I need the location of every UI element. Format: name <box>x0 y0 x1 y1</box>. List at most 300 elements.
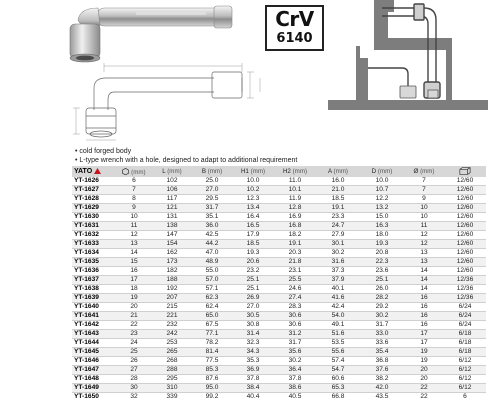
table-cell: 30.5 <box>232 312 274 321</box>
table-cell: 265 <box>152 348 192 357</box>
table-cell: 37.6 <box>360 366 404 375</box>
table-cell: 27 <box>116 366 152 375</box>
table-cell: 26 <box>116 357 152 366</box>
table-cell: 138 <box>152 222 192 231</box>
table-cell: 11.0 <box>274 177 316 186</box>
table-cell: 12/60 <box>444 240 486 249</box>
table-cell: 29.5 <box>192 195 232 204</box>
table-row <box>72 375 486 384</box>
product-code-cell: YT-1633 <box>72 240 116 249</box>
table-cell: 23.6 <box>360 267 404 276</box>
table-cell: 18.5 <box>232 240 274 249</box>
table-cell: 22.3 <box>360 258 404 267</box>
table-cell: 42.4 <box>316 303 360 312</box>
table-cell: 54.7 <box>316 366 360 375</box>
table-cell: 12/60 <box>444 186 486 195</box>
table-cell: 14 <box>116 249 152 258</box>
table-cell: 15.0 <box>360 213 404 222</box>
table-cell: 102 <box>152 177 192 186</box>
table-cell: 35.4 <box>360 348 404 357</box>
table-cell: 30.2 <box>274 357 316 366</box>
table-cell: 10 <box>404 204 444 213</box>
table-cell: 23 <box>116 330 152 339</box>
table-row <box>72 249 486 258</box>
table-cell: 6/18 <box>444 348 486 357</box>
badge-grade: 6140 <box>276 31 313 46</box>
table-cell: 162 <box>152 249 192 258</box>
table-cell: 17 <box>404 339 444 348</box>
crv-material-badge <box>265 5 324 51</box>
table-cell: 29.2 <box>360 303 404 312</box>
table-cell: 268 <box>152 357 192 366</box>
table-cell: 215 <box>152 303 192 312</box>
table-cell: 38.6 <box>274 384 316 393</box>
table-cell: 12/60 <box>444 267 486 276</box>
table-cell: 11.9 <box>274 195 316 204</box>
table-cell: 55.0 <box>192 267 232 276</box>
table-cell: 22 <box>116 321 152 330</box>
table-cell: 173 <box>152 258 192 267</box>
table-row <box>72 312 486 321</box>
usage-illustration <box>328 0 488 130</box>
table-cell: 30.6 <box>274 312 316 321</box>
table-cell: 18.5 <box>316 195 360 204</box>
table-cell: 10 <box>404 213 444 222</box>
column-header-h1: H1 (mm) <box>232 166 274 177</box>
feature-item: • L-type wrench with a hole, designed to adapt to additional requirement <box>75 157 298 164</box>
table-cell: 147 <box>152 231 192 240</box>
table-row <box>72 339 486 348</box>
table-cell: 13 <box>116 240 152 249</box>
table-cell: 11 <box>116 222 152 231</box>
table-cell: 54.0 <box>316 312 360 321</box>
table-row <box>72 186 486 195</box>
table-cell: 20.6 <box>232 258 274 267</box>
table-cell: 36.8 <box>360 357 404 366</box>
table-cell: 21.0 <box>316 186 360 195</box>
table-cell: 6/12 <box>444 357 486 366</box>
table-cell: 6/24 <box>444 321 486 330</box>
table-cell: 12 <box>404 240 444 249</box>
table-row <box>72 303 486 312</box>
table-cell: 32 <box>116 393 152 400</box>
table-cell: 16 <box>404 321 444 330</box>
table-cell: 48.9 <box>192 258 232 267</box>
table-cell: 26.9 <box>232 294 274 303</box>
table-cell: 66.8 <box>316 393 360 400</box>
table-cell: 12/60 <box>444 177 486 186</box>
product-code-cell: YT-1629 <box>72 204 116 213</box>
table-cell: 25 <box>116 348 152 357</box>
table-cell: 12/60 <box>444 231 486 240</box>
column-header-size: (mm) <box>116 166 152 177</box>
table-cell: 16.0 <box>316 177 360 186</box>
table-cell: 37.9 <box>316 276 360 285</box>
table-cell: 339 <box>152 393 192 400</box>
table-cell: 67.5 <box>192 321 232 330</box>
table-cell: 24 <box>116 339 152 348</box>
table-cell: 30 <box>116 384 152 393</box>
table-cell: 31.2 <box>274 330 316 339</box>
table-cell: 27.0 <box>192 186 232 195</box>
table-cell: 28 <box>116 375 152 384</box>
table-cell: 62.3 <box>192 294 232 303</box>
table-cell: 36.9 <box>232 366 274 375</box>
table-cell: 40.5 <box>274 393 316 400</box>
table-cell: 6 <box>444 393 486 400</box>
table-cell: 95.0 <box>192 384 232 393</box>
table-cell: 19 <box>404 357 444 366</box>
table-cell: 30.2 <box>360 312 404 321</box>
table-cell: 57.4 <box>316 357 360 366</box>
table-cell: 16.4 <box>232 213 274 222</box>
table-cell: 14 <box>404 267 444 276</box>
table-cell: 6 <box>116 177 152 186</box>
table-cell: 33.0 <box>360 330 404 339</box>
table-cell: 12/60 <box>444 195 486 204</box>
table-cell: 253 <box>152 339 192 348</box>
table-cell: 6/24 <box>444 303 486 312</box>
table-cell: 12/60 <box>444 249 486 258</box>
table-cell: 20.3 <box>274 249 316 258</box>
table-cell: 47.0 <box>192 249 232 258</box>
product-code-cell: YT-1627 <box>72 186 116 195</box>
yato-triangle-icon <box>94 168 101 174</box>
product-code-cell: YT-1639 <box>72 294 116 303</box>
table-cell: 12 <box>404 231 444 240</box>
table-cell: 154 <box>152 240 192 249</box>
product-code-cell: YT-1626 <box>72 177 116 186</box>
column-header-hole-diameter: Ø (mm) <box>404 166 444 177</box>
table-cell: 18 <box>116 285 152 294</box>
table-cell: 17 <box>404 330 444 339</box>
table-cell: 16.5 <box>232 222 274 231</box>
table-cell: 30.2 <box>316 249 360 258</box>
table-cell: 27.4 <box>274 294 316 303</box>
table-cell: 25.1 <box>232 285 274 294</box>
table-cell: 31.4 <box>232 330 274 339</box>
table-cell: 18.0 <box>360 231 404 240</box>
table-cell: 288 <box>152 366 192 375</box>
table-cell: 12/60 <box>444 213 486 222</box>
table-cell: 25.1 <box>232 276 274 285</box>
table-row <box>72 384 486 393</box>
product-code-cell: YT-1640 <box>72 303 116 312</box>
table-cell: 13 <box>404 258 444 267</box>
table-cell: 9 <box>116 204 152 213</box>
table-cell: 32.3 <box>232 339 274 348</box>
table-cell: 27.9 <box>316 231 360 240</box>
table-cell: 77.1 <box>192 330 232 339</box>
dimension-drawing <box>64 58 269 144</box>
table-cell: 17 <box>116 276 152 285</box>
table-cell: 37.8 <box>274 375 316 384</box>
table-cell: 78.2 <box>192 339 232 348</box>
table-cell: 19.1 <box>316 204 360 213</box>
table-cell: 6/18 <box>444 339 486 348</box>
table-cell: 37.3 <box>316 267 360 276</box>
table-row <box>72 393 486 400</box>
table-cell: 16 <box>404 312 444 321</box>
table-cell: 20 <box>404 366 444 375</box>
table-cell: 10 <box>116 213 152 222</box>
table-cell: 310 <box>152 384 192 393</box>
table-cell: 38.2 <box>360 375 404 384</box>
table-cell: 7 <box>116 186 152 195</box>
table-cell: 31.7 <box>360 321 404 330</box>
table-cell: 55.6 <box>316 348 360 357</box>
table-cell: 10.0 <box>360 177 404 186</box>
product-code-cell: YT-1638 <box>72 285 116 294</box>
table-cell: 16.8 <box>274 222 316 231</box>
table-cell: 14 <box>404 285 444 294</box>
table-cell: 35.3 <box>232 357 274 366</box>
table-cell: 60.6 <box>316 375 360 384</box>
table-cell: 19 <box>116 294 152 303</box>
table-cell: 23.1 <box>274 267 316 276</box>
table-cell: 27.0 <box>232 303 274 312</box>
table-cell: 44.2 <box>192 240 232 249</box>
table-cell: 12/60 <box>444 222 486 231</box>
table-cell: 19.3 <box>360 240 404 249</box>
table-cell: 65.0 <box>192 312 232 321</box>
table-cell: 31.7 <box>274 339 316 348</box>
table-cell: 24.6 <box>274 285 316 294</box>
table-cell: 182 <box>152 267 192 276</box>
table-cell: 30.6 <box>274 321 316 330</box>
table-cell: 30.8 <box>232 321 274 330</box>
table-cell: 17.9 <box>232 231 274 240</box>
column-header-width: B (mm) <box>192 166 232 177</box>
table-cell: 295 <box>152 375 192 384</box>
table-cell: 26.0 <box>360 285 404 294</box>
column-header-packaging <box>444 166 486 177</box>
table-cell: 85.3 <box>192 366 232 375</box>
table-row <box>72 213 486 222</box>
table-row <box>72 222 486 231</box>
table-cell: 7 <box>404 177 444 186</box>
brand-name: YATO <box>74 168 93 175</box>
table-row <box>72 294 486 303</box>
table-cell: 25.0 <box>192 177 232 186</box>
table-cell: 33.6 <box>360 339 404 348</box>
table-cell: 18.2 <box>274 231 316 240</box>
spec-table-body <box>72 177 486 400</box>
table-cell: 106 <box>152 186 192 195</box>
table-cell: 20.8 <box>360 249 404 258</box>
table-cell: 23.2 <box>232 267 274 276</box>
table-cell: 19 <box>404 348 444 357</box>
product-code-cell: YT-1641 <box>72 312 116 321</box>
feature-item: • cold forged body <box>75 148 132 155</box>
table-cell: 15 <box>116 258 152 267</box>
table-row <box>72 366 486 375</box>
table-row <box>72 204 486 213</box>
table-cell: 31.7 <box>192 204 232 213</box>
table-cell: 10.0 <box>232 177 274 186</box>
product-code-cell: YT-1644 <box>72 339 116 348</box>
table-cell: 42.5 <box>192 231 232 240</box>
table-cell: 57.0 <box>192 276 232 285</box>
table-row <box>72 258 486 267</box>
table-cell: 207 <box>152 294 192 303</box>
column-header-h2: H2 (mm) <box>274 166 316 177</box>
table-cell: 41.6 <box>316 294 360 303</box>
table-cell: 10.2 <box>232 186 274 195</box>
table-cell: 221 <box>152 312 192 321</box>
table-cell: 16 <box>404 294 444 303</box>
table-cell: 10.1 <box>274 186 316 195</box>
table-cell: 6/24 <box>444 312 486 321</box>
table-cell: 131 <box>152 213 192 222</box>
product-code-cell: YT-1636 <box>72 267 116 276</box>
table-cell: 13.2 <box>360 204 404 213</box>
column-header-d: D (mm) <box>360 166 404 177</box>
table-cell: 65.3 <box>316 384 360 393</box>
table-cell: 40.4 <box>232 393 274 400</box>
table-cell: 188 <box>152 276 192 285</box>
table-cell: 11 <box>404 222 444 231</box>
table-cell: 7 <box>404 186 444 195</box>
table-cell: 22 <box>404 384 444 393</box>
table-cell: 19.1 <box>274 240 316 249</box>
table-cell: 9 <box>404 195 444 204</box>
table-row <box>72 267 486 276</box>
product-code-cell: YT-1637 <box>72 276 116 285</box>
product-code-cell: YT-1631 <box>72 222 116 231</box>
table-cell: 20 <box>404 375 444 384</box>
product-code-cell: YT-1645 <box>72 348 116 357</box>
table-row <box>72 240 486 249</box>
table-cell: 49.1 <box>316 321 360 330</box>
table-cell: 121 <box>152 204 192 213</box>
table-cell: 12/36 <box>444 294 486 303</box>
product-code-cell: YT-1628 <box>72 195 116 204</box>
table-cell: 36.4 <box>274 366 316 375</box>
column-header-a: A (mm) <box>316 166 360 177</box>
table-cell: 12/36 <box>444 276 486 285</box>
table-cell: 37.8 <box>232 375 274 384</box>
product-code-cell: YT-1642 <box>72 321 116 330</box>
table-cell: 87.6 <box>192 375 232 384</box>
table-cell: 22 <box>404 393 444 400</box>
spec-table <box>72 166 486 400</box>
table-cell: 16.9 <box>274 213 316 222</box>
table-cell: 99.2 <box>192 393 232 400</box>
table-row <box>72 321 486 330</box>
table-cell: 51.6 <box>316 330 360 339</box>
table-cell: 38.4 <box>232 384 274 393</box>
table-cell: 57.1 <box>192 285 232 294</box>
feature-list <box>75 147 297 165</box>
table-cell: 242 <box>152 330 192 339</box>
product-code-cell: YT-1643 <box>72 330 116 339</box>
table-cell: 8 <box>116 195 152 204</box>
box-icon <box>459 167 471 175</box>
table-cell: 13 <box>404 249 444 258</box>
table-cell: 36.0 <box>192 222 232 231</box>
table-row <box>72 348 486 357</box>
table-cell: 12.2 <box>360 195 404 204</box>
table-cell: 14 <box>404 276 444 285</box>
table-cell: 77.5 <box>192 357 232 366</box>
table-cell: 12.8 <box>274 204 316 213</box>
table-row <box>72 357 486 366</box>
table-cell: 6/12 <box>444 384 486 393</box>
wrench-photo <box>18 2 236 64</box>
table-cell: 25.1 <box>360 276 404 285</box>
table-cell: 19.3 <box>232 249 274 258</box>
table-cell: 53.5 <box>316 339 360 348</box>
table-cell: 28.3 <box>274 303 316 312</box>
table-row <box>72 177 486 186</box>
table-cell: 16 <box>116 267 152 276</box>
table-cell: 20 <box>116 303 152 312</box>
product-code-cell: YT-1646 <box>72 357 116 366</box>
table-cell: 6/18 <box>444 330 486 339</box>
badge-material: CrV <box>275 7 314 31</box>
product-code-cell: YT-1635 <box>72 258 116 267</box>
column-header-length: L (mm) <box>152 166 192 177</box>
table-cell: 16 <box>404 303 444 312</box>
table-cell: 192 <box>152 285 192 294</box>
product-code-cell: YT-1634 <box>72 249 116 258</box>
table-cell: 6/12 <box>444 375 486 384</box>
table-cell: 81.4 <box>192 348 232 357</box>
table-row <box>72 195 486 204</box>
table-cell: 117 <box>152 195 192 204</box>
hex-socket-icon <box>122 168 129 175</box>
table-cell: 6/12 <box>444 366 486 375</box>
table-row <box>72 285 486 294</box>
table-cell: 12 <box>116 231 152 240</box>
table-row <box>72 330 486 339</box>
table-cell: 16.3 <box>360 222 404 231</box>
table-cell: 21 <box>116 312 152 321</box>
table-cell: 30.1 <box>316 240 360 249</box>
table-cell: 25.5 <box>274 276 316 285</box>
table-cell: 232 <box>152 321 192 330</box>
table-row <box>72 276 486 285</box>
table-cell: 34.3 <box>232 348 274 357</box>
table-cell: 31.6 <box>316 258 360 267</box>
table-cell: 10.7 <box>360 186 404 195</box>
table-cell: 12.3 <box>232 195 274 204</box>
table-cell: 12/60 <box>444 258 486 267</box>
table-cell: 21.8 <box>274 258 316 267</box>
table-cell: 23.3 <box>316 213 360 222</box>
product-code-cell: YT-1648 <box>72 375 116 384</box>
product-code-cell: YT-1650 <box>72 393 116 400</box>
product-code-cell: YT-1630 <box>72 213 116 222</box>
table-cell: 35.1 <box>192 213 232 222</box>
table-cell: 12/36 <box>444 285 486 294</box>
product-header <box>0 0 500 148</box>
table-cell: 28.2 <box>360 294 404 303</box>
table-cell: 12/60 <box>444 204 486 213</box>
table-cell: 43.5 <box>360 393 404 400</box>
table-cell: 24.7 <box>316 222 360 231</box>
table-cell: 42.0 <box>360 384 404 393</box>
table-cell: 35.6 <box>274 348 316 357</box>
product-code-cell: YT-1647 <box>72 366 116 375</box>
spec-table-header <box>72 166 486 177</box>
product-code-cell: YT-1649 <box>72 384 116 393</box>
product-code-cell: YT-1632 <box>72 231 116 240</box>
table-cell: 62.4 <box>192 303 232 312</box>
table-cell: 40.1 <box>316 285 360 294</box>
brand-header <box>72 166 116 177</box>
